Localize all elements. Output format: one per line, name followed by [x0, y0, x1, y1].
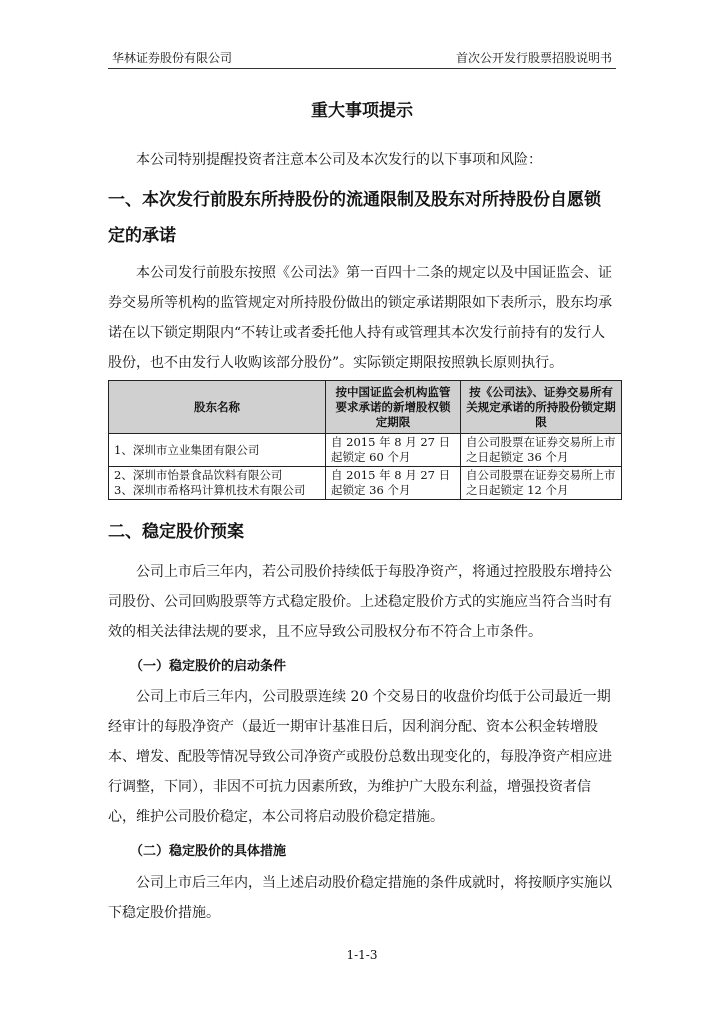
table-cell-shareholder — [109, 467, 326, 500]
page-title: 重大事项提示 — [311, 101, 413, 121]
table-row — [109, 467, 622, 500]
table-cell-csrc: 自 2015 年 8 月 27 日起锁定 60 个月 — [326, 434, 461, 467]
table-header-cell: 按中国证监会机构监管要求承诺的新增股权锁定期限 — [326, 381, 461, 434]
table-cell-shareholder: 1、深圳市立业集团有限公司 — [109, 434, 326, 467]
page-header — [108, 46, 616, 69]
subsection2-heading: （二）稳定股价的具体措施 — [130, 844, 287, 859]
intro-paragraph: 本公司特别提醒投资者注意本公司及本次发行的以下事项和风险： — [136, 152, 542, 168]
table-header-cell: 按《公司法》、证券交易所有关规定承诺的所持股份锁定期限 — [461, 381, 622, 434]
section1-body: 本公司发行前股东按照《公司法》第一百四十二条的规定以及中国证监会、证券交易所等机构的监管规定对所持股份做出的锁定承诺期限如下表所示，股东均承诺在以下锁定期限内“不转让或者委托他人持有或管理其本次发行前持有的发行人股份，也不由发行人收购该部分股份”。实际锁定期限按照孰长原则执行。 — [108, 265, 612, 371]
section2-heading: 二、稳定股价预案 — [108, 522, 244, 542]
shareholder-line: 2、深圳市怡景食品饮料有限公司 — [114, 468, 283, 482]
header-company: 华林证券股份有限公司 — [112, 51, 233, 65]
lockup-table — [108, 380, 622, 500]
page-number: 1-1-3 — [346, 948, 378, 962]
shareholder-line: 3、深圳市希格玛计算机技术有限公司 — [114, 483, 306, 497]
table-cell-law: 自公司股票在证券交易所上市之日起锁定 36 个月 — [461, 434, 622, 467]
subsection2-body: 公司上市后三年内，当上述启动股价稳定措施的条件成就时，将按顺序实施以下稳定股价措施。 — [108, 875, 612, 921]
header-doc-title: 首次公开发行股票招股说明书 — [455, 51, 612, 65]
table-header-row — [109, 381, 622, 434]
section2-body: 公司上市后三年内，若公司股价持续低于每股净资产，将通过控股股东增持公司股份、公司回购股票等方式稳定股价。上述稳定股价方式的实施应当符合当时有效的相关法律法规的要求，且不应导致公司股权分布不符合上市条件。 — [108, 564, 612, 640]
table-cell-law: 自公司股票在证券交易所上市之日起锁定 12 个月 — [461, 467, 622, 500]
section1-heading: 一、本次发行前股东所持股份的流通限制及股东对所持股份自愿锁定的承诺 — [108, 190, 601, 246]
subsection1-heading: （一）稳定股价的启动条件 — [130, 659, 287, 674]
subsection1-body: 公司上市后三年内，公司股票连续 20 个交易日的收盘价均低于公司最近一期经审计的每股净资产（最近一期审计基准日后，因利润分配、资本公积金转增股本、增发、配股等情况导致公司净资产或股份总数出现变化的，每股净资产相应进行调整，下同），非因不可抗力因素所致，为维护广大股东利益，增强投资者信心，维护公司股价稳定，本公司将启动股价稳定措施。 — [108, 689, 612, 825]
table-row — [109, 434, 622, 467]
table-header-cell: 股东名称 — [109, 381, 326, 434]
table-cell-csrc: 自 2015 年 8 月 27 日起锁定 36 个月 — [326, 467, 461, 500]
